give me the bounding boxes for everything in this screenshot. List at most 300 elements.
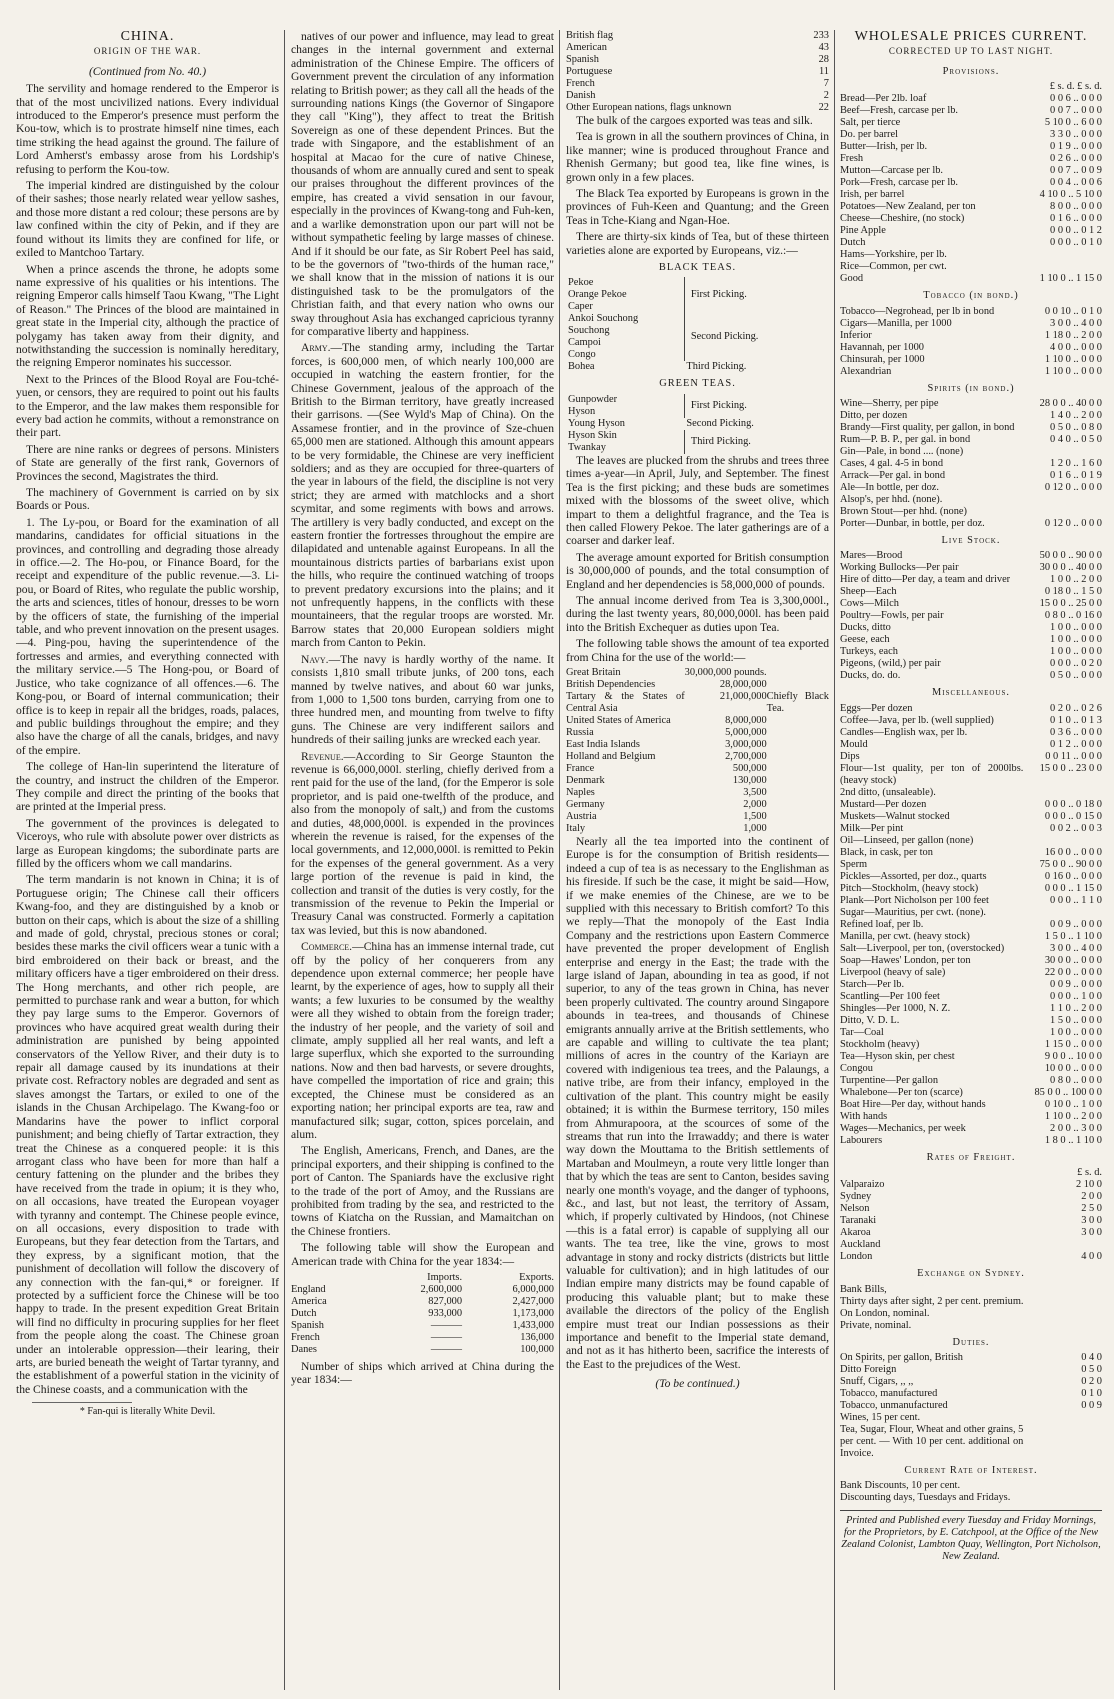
price-value (1023, 494, 1102, 506)
table-row (566, 691, 829, 715)
price-value: 9 0 0 .. 10 0 0 (1044, 1050, 1102, 1062)
price-row (840, 422, 1102, 434)
pounds-cell: 3,000,000 (725, 738, 767, 750)
price-value (1023, 787, 1102, 799)
tea-names (566, 313, 684, 361)
price-item: Dips (840, 750, 860, 762)
price-value: 0 0 0 .. 0 15 0 (1044, 810, 1102, 822)
country-cell: Italy (566, 822, 586, 834)
price-row (840, 727, 1102, 739)
column-2 (291, 30, 554, 1387)
imprint: Printed and Published every Tuesday and Friday Mornings, for the Proprietors, by E. Catchpool, at the Office of the New Zealand Colonist, Lambton Quay, Wellington, Port Nicholson, New Zealand. (840, 1510, 1102, 1563)
price-item: Rice—Common, per cwt. (840, 261, 947, 273)
provisions-heading: Provisions. (942, 65, 1000, 77)
price-row (840, 1352, 1102, 1364)
column-header: Imports. (427, 1271, 463, 1283)
paragraph: The government of the provinces is delegated to Viceroys, who rule with absolute power over districts as large as European kingdoms; the subordinate parts are filled by the officers whom we call mandarins. (16, 816, 279, 870)
price-item: Shingles—Per 1000, N. Z. (840, 1002, 951, 1014)
table-row (566, 42, 829, 54)
price-row (840, 470, 1102, 482)
tea-name: Souchong (568, 325, 610, 337)
flag-cell: Spanish (566, 54, 599, 65)
price-value: 85 0 0 .. 100 0 0 (1034, 1086, 1102, 1098)
price-row (840, 261, 1102, 273)
country-cell: Tartary & the States of Central Asia (566, 690, 685, 714)
article-body (566, 454, 829, 664)
price-row (840, 967, 1102, 979)
tea-names (566, 418, 684, 430)
article-title: CHINA. (120, 30, 175, 44)
tea-name: Hyson (568, 405, 596, 417)
price-value: 0 2 0 (1081, 1376, 1102, 1388)
section-label: Navy.— (301, 652, 341, 666)
note-cell (767, 715, 829, 727)
tobacco-heading: Tobacco (in bond.) (923, 290, 1019, 302)
price-value: 0 0 9 (1081, 1400, 1102, 1412)
price-row (840, 1039, 1102, 1051)
value-cell: 6,000,000 (512, 1283, 554, 1295)
price-value: 0 0 7 .. 0 0 0 (1050, 105, 1102, 117)
country-cell: East India Islands (566, 738, 640, 750)
price-value: 0 0 0 .. 0 1 0 (1050, 237, 1102, 249)
price-item: Akaroa (840, 1227, 871, 1239)
price-item: Liverpool (heavy of sale) (840, 966, 946, 978)
count-cell: 7 (823, 78, 829, 89)
price-row (840, 342, 1102, 354)
price-value: 1 2 0 .. 1 6 0 (1050, 458, 1102, 470)
table-row (291, 1308, 554, 1320)
price-value: 50 0 0 .. 90 0 0 (1039, 550, 1102, 562)
pounds-cell: 3,500 (743, 786, 767, 798)
price-item: Alsop's, per hhd. (none). (840, 494, 943, 506)
table-row (566, 30, 829, 42)
price-value: 1 10 0 .. 0 0 0 (1044, 365, 1102, 377)
paragraph: The leaves are plucked from the shrubs and trees three times a-year—in April, July, and September. The finest Tea is the first picking; and these buds are sometimes mixed with the blossoms of the sweet olive, which impart to them a delightful fragrance, and the Tea is then called Flowery Pekoe. The later gatherings are of a coarser and darker leaf. (566, 453, 829, 548)
price-row (840, 398, 1102, 410)
price-item: Manilla, per cwt. (heavy stock) (840, 930, 970, 942)
price-value: 1 10 0 .. 1 15 0 (1039, 273, 1102, 285)
price-row (840, 458, 1102, 470)
tea-name: Caper (568, 301, 593, 313)
table-row (566, 811, 829, 823)
price-value: 0 0 9 .. 0 0 0 (1050, 978, 1102, 990)
price-value: 0 0 4 .. 0 0 6 (1050, 177, 1102, 189)
ships-intro: Number of ships which arrived at China during the year 1834:— (291, 1359, 554, 1387)
section-label: Commerce.— (301, 940, 364, 954)
price-row (840, 835, 1102, 847)
price-row (840, 165, 1102, 177)
price-value: 1 18 0 .. 2 0 0 (1044, 329, 1102, 341)
price-item: Coffee—Java, per lb. (well supplied) (840, 714, 994, 726)
price-value: 0 1 0 .. 0 1 3 (1050, 714, 1102, 726)
price-value: 0 1 0 (1081, 1388, 1102, 1400)
note-cell (767, 727, 829, 739)
table-row (291, 1344, 554, 1356)
price-item: Labourers (840, 1134, 883, 1146)
interest-heading: Current Rate of Interest. (904, 1465, 1038, 1477)
column-4 (840, 30, 1102, 1563)
price-item: Sugar—Mauritius, per cwt. (none). (840, 906, 987, 918)
price-value (1023, 1424, 1102, 1460)
price-row (840, 1400, 1102, 1412)
pounds-cell: 2,000 (743, 798, 767, 810)
interest-line: Bank Discounts, 10 per cent. (840, 1480, 961, 1492)
price-value: 0 0 0 .. 1 15 0 (1044, 882, 1102, 894)
price-row (840, 354, 1102, 366)
price-value: 1 4 0 .. 2 0 0 (1050, 410, 1102, 422)
prices-subtitle: CORRECTED UP TO LAST NIGHT. (888, 46, 1054, 57)
price-row (840, 518, 1102, 530)
table-row (291, 1332, 554, 1344)
column-3 (566, 30, 829, 1391)
price-row (840, 446, 1102, 458)
price-row (840, 1063, 1102, 1075)
note-cell: Chiefly Black Tea. (766, 690, 829, 714)
paragraph: The Black Tea exported by Europeans is grown in the provinces of Fuh-Keen and Quantung; and the Green Teas in Tche-Kiang and Ngan-Hoe. (566, 187, 829, 227)
ships-table (566, 30, 829, 114)
price-row (840, 1239, 1102, 1251)
note-cell (767, 799, 829, 811)
price-item: Tea—Hyson skin, per chest (840, 1050, 955, 1062)
price-row (840, 562, 1102, 574)
paragraph: natives of our power and influence, may lead to great changes in the internal government and external administration of the Chinese Empire. The officers of Government prevent the circulation of any information relating to British power; as they call all the heads of the surrounding nations Kings (the Governor of Singapore they call "King"), they affect to treat the British Sovereign as one of these dependent Princes. But the trade with Singapore, and the establishment of an hospital at Macao for the cure of native Chinese, thousands of whom are annually cured and sent to speak our praises throughout the different provinces of the empire, has created a vivid sensation in our favour, especially in the provinces of Kwang-tong and Fuh-ken, and a warlike demonstration upon our part will not be without sympathetic feeling by large masses of chinese. And if it should be our fate, as Sir Robert Peel has said, to be the governors of "two-thirds of the human race," we shall know that in the mission of nations it is our distinguished task to be the promulgators of the Christian faith, and that every nation who owns our sway throughout Asia has exchanged capricious tyranny for comparative liberty and happiness. (291, 30, 554, 338)
tea-group (566, 430, 829, 454)
table-row (566, 775, 829, 787)
price-item: Tar—Coal (840, 1026, 884, 1038)
price-item: Wine—Sherry, per pipe (840, 398, 939, 410)
price-value: 3 3 0 .. 0 0 0 (1050, 129, 1102, 141)
price-item: Porter—Dunbar, in bottle, per doz. (840, 518, 985, 530)
pounds-cell: 8,000,000 (725, 714, 767, 726)
price-value: 30 0 0 .. 40 0 0 (1039, 562, 1102, 574)
price-row (840, 715, 1102, 727)
price-item: Cases, 4 gal. 4-5 in bond (840, 458, 944, 470)
paragraph: The English, Americans, French, and Danes, are the principal exporters, and their shipping is confined to the port of Canton. The Spaniards have the exclusive right to the trade of the port of Amoy, and the Russians are prohibited from trading by the sea, and restricted to the towns of Kiatcha on the Russian, and Mamaitchan on the Chinese frontiers. (291, 1144, 554, 1238)
price-value: 0 1 9 .. 0 0 0 (1050, 141, 1102, 153)
price-row (840, 634, 1102, 646)
price-item: Tobacco, unmanufactured (840, 1400, 948, 1412)
price-row (840, 919, 1102, 931)
flag-cell: French (566, 78, 595, 89)
price-item: Eggs—Per dozen (840, 702, 913, 714)
price-item: Ditto, per dozen (840, 410, 908, 422)
article-body (16, 82, 279, 1396)
paragraph: The average amount exported for British consumption is 30,000,000 of pounds, and the total consumption of England and her dependencies is 58,000,000 of pounds. (566, 550, 829, 591)
price-value: 0 0 7 .. 0 0 9 (1050, 165, 1102, 177)
country-cell: Denmark (566, 774, 605, 786)
interest-line: Discounting days, Tuesdays and Fridays. (840, 1492, 1011, 1504)
value-cell: 1,433,000 (512, 1319, 554, 1331)
tea-group (566, 361, 829, 373)
price-row (840, 225, 1102, 237)
price-value: 15 0 0 .. 23 0 0 (1039, 762, 1102, 774)
price-item: Taranaki (840, 1215, 877, 1227)
paragraph: The servility and homage rendered to the Emperor is that of the most uncivilized nations. Every individual introduced to the Emperor's presence must perform the Kou-tow, which is to prostrate himself nine times, each time striking the head against the ground. The failure of Lord Amherst's embassy arose from his Lordship's refusing to perform the Kou-tow. (16, 82, 279, 176)
paragraph: The imperial kindred are distinguished by the colour of their sashes; those nearly related wear yellow sashes, and those more distant a red colour; these persons are by law confined within the city of Pekin, and if they are found without its limits they are confined for life, or exiled to Mantchoo Tartary. (16, 179, 279, 260)
price-item: Mustard—Per dozen (840, 798, 927, 810)
country-cell: Germany (566, 798, 605, 810)
price-item: Poultry—Fowls, per pair (840, 610, 944, 622)
flag-cell: American (566, 42, 607, 53)
table-row (566, 799, 829, 811)
table-row (291, 1284, 554, 1296)
price-row (840, 1015, 1102, 1027)
table-row (566, 823, 829, 835)
price-value: 1 5 0 .. 1 10 0 (1044, 930, 1102, 942)
price-value: 2 5 0 (1081, 1203, 1102, 1215)
price-item: Snuff, Cigars, ,, ,, (840, 1376, 914, 1388)
price-row (840, 434, 1102, 446)
price-item: Candles—English wax, per lb. (840, 726, 968, 738)
price-value: 2 10 0 (1076, 1179, 1102, 1191)
value-cell: 2,600,000 (420, 1283, 463, 1295)
country-cell: United States of America (566, 714, 671, 726)
price-item: Flour—1st quality, per ton of 2000lbs. (heavy stock) (840, 762, 1024, 786)
table-row (566, 66, 829, 78)
green-teas-table (566, 394, 829, 454)
stock-heading: Live Stock. (941, 535, 1001, 547)
country-cell: Austria (566, 810, 597, 822)
article-body (566, 114, 829, 257)
price-value: 0 2 6 .. 0 0 0 (1050, 153, 1102, 165)
price-value: 0 0 11 .. 0 0 0 (1045, 750, 1102, 762)
country-cell: Russia (566, 726, 594, 738)
exchange-line: Thirty days after sight, 2 per cent. premium. (840, 1295, 1024, 1307)
value-cell: 2,427,000 (512, 1295, 554, 1307)
price-value: 0 0 10 .. 0 1 0 (1044, 305, 1102, 317)
note-cell (767, 775, 829, 787)
price-value: 3 0 0 .. 4 0 0 (1050, 942, 1102, 954)
country-cell: America (291, 1295, 327, 1307)
price-item: Cheese—Cheshire, (no stock) (840, 213, 965, 225)
paragraph: Nearly all the tea imported into the continent of Europe is for the consumption of British residents—indeed a cup of tea is as necessary to the Englishman as his fireside. If such be the case, it might be said—How, if we make enemies of the Chinese, are we to be supplied with this necessary to British comfort? To this we reply—That the monopoly of the East India Company and the restrictions upon Eastern Commerce have prevented the proper development of English enterprise and energy in the East; the trade with the large island of Japan, abounding in tea as good, if not superior, to any of the teas grown in China, has never been properly cultivated. The country around Singapore abounds in tea-trees, and thousands of Chinese emigrants annually arrive at the British settlements, who are capable and willing to cultivate the tea plant; millions of acres in the country of the Kariayn are covered with indigenious tea trees, and the Palaungs, a native tribe, are from their infancy, employed in the cultivation of the plant. This country might be easily obtained; it is within the Burmese territory, 150 miles from Ahmurapoora, at the scources of some of the streams that run into the Irrawaddy; and there is water way down the Mouttama to the British settlements of Martaban and Moulmeyn, a route very little longer than that by which the teas are sent to Canton, besides saving nearly one month's voyage, and the danger of typhoons, &c., and last, but not least, the territory of Assam, which, if properly cultivated by Hindoos, (not Chinese—this is a fatal error) is capable of supplying all our wants. The tea tree, like the vine, grows to most advantage in stony and rocky districts (districts but little valuable for cultivation); and in high latitudes of our Indian empire many districts may be found capable of producing this valuable plant; but to make these available the directors of the policy of the English empire must treat our Indian possessions as their importance and benefit to the Imperial state demand, and not as it has hitherto been, sacrifice the interests of the East to the prejudices of the West. (566, 834, 829, 1371)
price-value: 1 0 0 .. 0 0 0 (1050, 646, 1102, 658)
note-cell (767, 763, 829, 775)
price-item: Dutch (840, 237, 866, 249)
price-item: Pine Apple (840, 225, 886, 237)
note-cell (767, 667, 829, 679)
trade-table (291, 1272, 554, 1356)
price-row (840, 907, 1102, 919)
price-row (840, 1215, 1102, 1227)
footnote: * Fan-qui is literally White Devil. (79, 1406, 216, 1418)
price-value: 3 0 0 (1081, 1227, 1102, 1239)
value-cell: 100,000 (520, 1343, 554, 1355)
price-value: 0 2 0 .. 0 2 6 (1050, 702, 1102, 714)
price-item: Pigeons, (wild,) per pair (840, 658, 941, 670)
price-row (840, 213, 1102, 225)
price-row (840, 1412, 1102, 1424)
price-item: Irish, per barrel (840, 189, 905, 201)
table-row (291, 1320, 554, 1332)
price-item: Mould (840, 738, 868, 750)
footnote-rule (32, 1402, 132, 1403)
flag-cell: British flag (566, 30, 614, 41)
article-subtitle: ORIGIN OF THE WAR. (93, 46, 202, 57)
price-row (840, 1003, 1102, 1015)
count-cell: 11 (818, 66, 829, 77)
price-row (840, 1376, 1102, 1388)
price-row (840, 153, 1102, 165)
price-value: 0 8 0 .. 0 0 0 (1050, 1074, 1102, 1086)
tea-grade: First Picking. (684, 277, 829, 313)
pounds-cell: 1,500 (743, 810, 767, 822)
tea-name: Congo (568, 349, 596, 361)
price-row (840, 610, 1102, 622)
price-item: Good (840, 273, 864, 285)
price-row (840, 249, 1102, 261)
country-cell: Holland and Belgium (566, 750, 656, 762)
price-row (840, 991, 1102, 1003)
price-item: Bread—Per 2lb. loaf (840, 93, 927, 105)
table-row (566, 679, 829, 691)
price-value (1023, 835, 1102, 847)
tea-names (566, 361, 684, 373)
price-item: Valparaizo (840, 1179, 885, 1191)
exchange-line: Private, nominal. (840, 1319, 912, 1331)
tea-grade: First Picking. (684, 394, 829, 418)
tea-names (566, 394, 684, 418)
price-item: Salt—Liverpool, per ton, (overstocked) (840, 942, 1005, 954)
price-value: 0 10 0 .. 1 0 0 (1044, 1098, 1102, 1110)
country-cell: France (566, 762, 595, 774)
price-item: Chinsurah, per 1000 (840, 353, 925, 365)
price-item: Salt, per tierce (840, 117, 901, 129)
price-item: Tobacco—Negrohead, per lb in bond (840, 305, 995, 317)
price-value: 75 0 0 .. 90 0 0 (1039, 858, 1102, 870)
price-item: Ducks, do. do. (840, 670, 901, 682)
price-value: 0 0 9 .. 0 0 0 (1050, 918, 1102, 930)
country-cell: Spanish (291, 1319, 324, 1331)
price-row (840, 1087, 1102, 1099)
column-rule (834, 30, 835, 1690)
pounds-cell: 130,000 (732, 774, 767, 786)
price-item: Tobacco, manufactured (840, 1388, 938, 1400)
price-row (840, 201, 1102, 213)
exchange-list (840, 1284, 1102, 1332)
price-row (840, 189, 1102, 201)
price-value: 3 0 0 (1081, 1215, 1102, 1227)
price-item: Hams—Yorkshire, per lb. (840, 249, 947, 261)
price-row (840, 117, 1102, 129)
price-value: 1 8 0 .. 1 10 0 (1044, 1134, 1102, 1146)
tea-group (566, 418, 829, 430)
price-value: 0 4 0 .. 0 5 0 (1050, 434, 1102, 446)
article-body (566, 835, 829, 1371)
price-item: Muskets—Walnut stocked (840, 810, 950, 822)
paragraph: Next to the Princes of the Blood Royal are Fou-tché-yuen, or censors, they are required to point out his faults to the Emperor, and the law makes them responsible for every bad action he commits, without a remonstrance on their part. (16, 372, 279, 440)
price-value: 2 0 0 (1081, 1191, 1102, 1203)
price-value: 16 0 0 .. 0 0 0 (1044, 846, 1102, 858)
country-cell: Great Britain (566, 666, 621, 678)
price-item: Tea, Sugar, Flour, Wheat and other grains, 5 per cent. — With 10 per cent. additional on Invoice. (840, 1424, 1024, 1460)
tea-name: Hyson Skin (568, 429, 617, 441)
table-header-row (291, 1272, 554, 1284)
price-item: Whalebone—Per ton (scarce) (840, 1086, 963, 1098)
tea-group (566, 313, 829, 361)
price-item: Mares—Brood (840, 550, 903, 562)
price-item: Inferior (840, 329, 872, 341)
price-value (1023, 506, 1102, 518)
price-row (840, 1203, 1102, 1215)
price-row (840, 1051, 1102, 1063)
price-item: Hire of ditto—Per day, a team and driver (840, 574, 1011, 586)
price-value: 0 0 0 .. 0 1 2 (1050, 225, 1102, 237)
price-value: 1 15 0 .. 0 0 0 (1044, 1038, 1102, 1050)
price-row (840, 237, 1102, 249)
value-cell: 1,173,000 (512, 1307, 554, 1319)
price-row (840, 141, 1102, 153)
price-row (840, 847, 1102, 859)
price-value: 1 0 0 .. 0 0 0 (1050, 634, 1102, 646)
price-row (840, 273, 1102, 285)
price-row (840, 177, 1102, 189)
price-row (840, 646, 1102, 658)
price-row (840, 129, 1102, 141)
price-row (840, 670, 1102, 682)
interest-list (840, 1480, 1102, 1504)
note-cell (767, 739, 829, 751)
price-item: Ale—In bottle, per doz. (840, 482, 939, 494)
price-value: 2 0 0 .. 3 0 0 (1050, 1122, 1102, 1134)
price-row (840, 586, 1102, 598)
price-row (840, 1027, 1102, 1039)
price-row (840, 1251, 1102, 1263)
price-value (1023, 1239, 1102, 1251)
exchange-line: On London, nominal. (840, 1307, 930, 1319)
price-item: Refined loaf, per lb. (840, 918, 924, 930)
price-value (1023, 446, 1102, 458)
price-value: 0 0 0 .. 1 0 0 (1050, 990, 1102, 1002)
paragraph: Commerce.—China has an immense internal trade, cut off by the policy of her conquerers from any dependence upon external commerce; her people have learnt, by the experience of ages, how to supply all their wants; a few luxuries to be consumed by the wealthy were all they wished to obtain from the foreign trader; the industry of her people, and the variety of soil and climate, amply supplied all her real wants, and left a large superflux, which she exported to the surrounding nations. Now and then bad harvests, or severe droughts, have compelled the importation of rice and grain; this excepted, the Chinese must be considered as an exporting nation; her principal exports are tea, raw and manufactured silk; sugar, cotton, spices porcelain, and alum. (291, 940, 554, 1141)
paragraph: The college of Han-lin superintend the literature of the country, and instruct the children of the Emperor. They compile and direct the printing of the books that are printed at the Imperial press. (16, 760, 279, 814)
price-item: Milk—Per pint (840, 822, 904, 834)
to-be-continued: (To be continued.) (655, 1377, 740, 1391)
price-item: Scantling—Per 100 feet (840, 990, 940, 1002)
column-rule (284, 30, 285, 1690)
article-body (291, 30, 554, 1268)
price-row (840, 482, 1102, 494)
table-row (566, 727, 829, 739)
price-value: 1 0 0 .. 0 0 0 (1050, 1026, 1102, 1038)
price-item: Alexandrian (840, 365, 892, 377)
flag-cell: Other European nations, flags unknown (566, 102, 732, 113)
price-item: Arrack—Per gal. in bond (840, 470, 946, 482)
tea-name: Ankoi Souchong (568, 313, 639, 325)
paragraph: When a prince ascends the throne, he adopts some name expressive of his qualities or his intentions. The reigning Emperor calls himself Taou Kwang, "The Light of Reason." The Princes of the blood are maintained in great state in the Imperial city, although the practice of polygamy has taken away from their dignity, and notwithstanding the succession is nominally hereditary, the reigning Emperor nominates his successor. (16, 262, 279, 370)
price-row (840, 895, 1102, 907)
price-item: Auckland (840, 1239, 881, 1251)
tea-name: Gunpowder (568, 393, 618, 405)
price-value: 8 0 0 .. 0 0 0 (1050, 201, 1102, 213)
price-value: 0 0 0 .. 1 1 0 (1050, 894, 1102, 906)
price-value: 4 0 0 .. 0 0 0 (1050, 341, 1102, 353)
price-row (840, 1424, 1102, 1460)
price-item: Ditto, V. D. L. (840, 1014, 900, 1026)
tea-name: Bohea (568, 361, 595, 373)
price-value: 0 4 0 (1081, 1352, 1102, 1364)
price-item: Turpentine—Per gallon (840, 1074, 939, 1086)
value-cell: 827,000 (428, 1295, 463, 1307)
pounds-cell: 500,000 (732, 762, 767, 774)
tea-names (566, 277, 684, 313)
table-row (566, 102, 829, 114)
misc-heading: Miscellaneous. (932, 687, 1010, 699)
pounds-cell: 30,000,000 pounds. (684, 666, 767, 678)
pounds-cell: 21,000,000 (719, 690, 767, 702)
tea-grade: Third Picking. (686, 361, 747, 373)
price-item: London (840, 1251, 873, 1263)
